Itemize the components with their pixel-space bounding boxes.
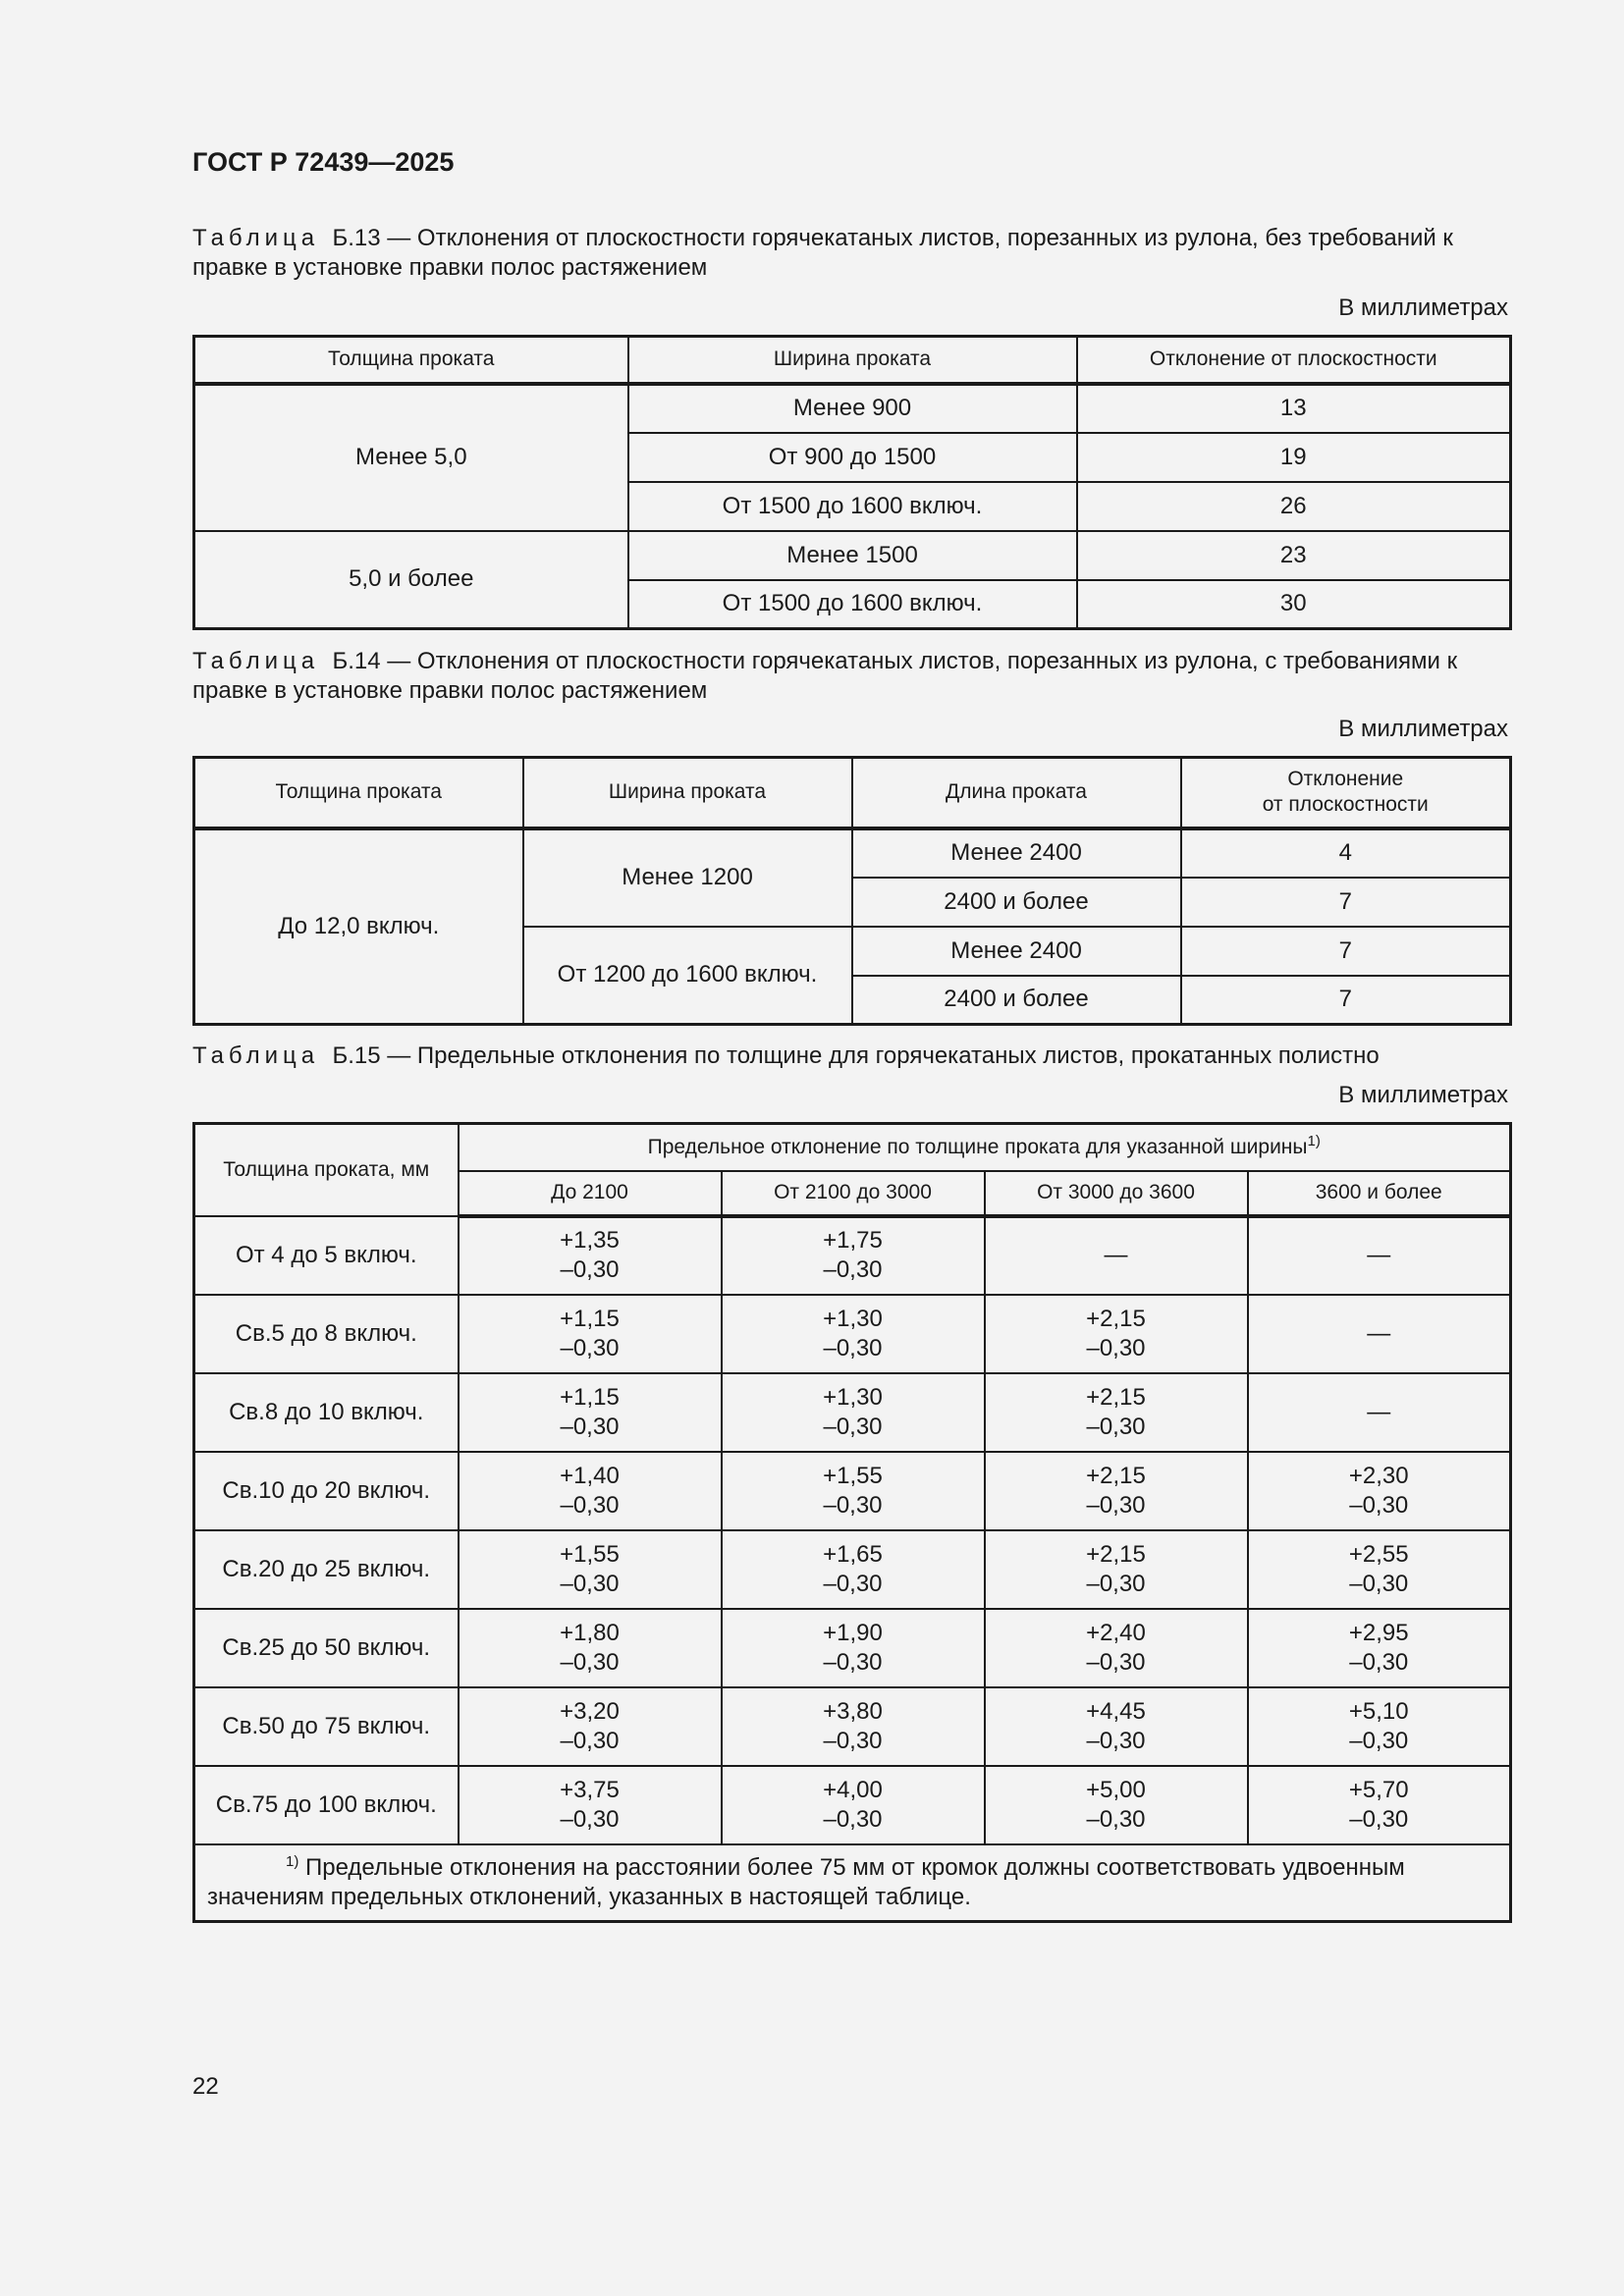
- deviation-cell: [985, 1766, 1248, 1844]
- table-footnote: [194, 1844, 1511, 1922]
- upper-deviation: +1,30: [823, 1305, 883, 1332]
- header-thickness: Толщина проката: [194, 758, 523, 828]
- lower-deviation: –0,30: [1086, 1648, 1146, 1676]
- deviation-cell: [1248, 1216, 1511, 1295]
- deviation-cell: [985, 1216, 1248, 1295]
- upper-deviation: +2,15: [1086, 1305, 1146, 1332]
- lower-deviation: –0,30: [1349, 1491, 1409, 1519]
- thickness-cell: Св.8 до 10 включ.: [194, 1373, 459, 1452]
- thickness-cell: Св.25 до 50 включ.: [194, 1609, 459, 1687]
- lower-deviation: –0,30: [1086, 1727, 1146, 1754]
- deviation-cell: [1248, 1530, 1511, 1609]
- lower-deviation: –0,30: [560, 1805, 620, 1833]
- upper-deviation: +5,00: [1086, 1776, 1146, 1803]
- lower-deviation: –0,30: [560, 1334, 620, 1362]
- thickness-cell: Св.20 до 25 включ.: [194, 1530, 459, 1609]
- header-deviation-line2: от плоскостности: [1262, 793, 1429, 817]
- deviation-cell: [985, 1609, 1248, 1687]
- width-cell: От 1200 до 1600 включ.: [523, 927, 852, 1025]
- deviation-cell: [459, 1216, 722, 1295]
- deviation-cell: [722, 1609, 985, 1687]
- upper-deviation: +2,95: [1348, 1619, 1409, 1646]
- header-length: Длина проката: [852, 758, 1181, 828]
- table-row: [194, 1766, 1511, 1844]
- header-thickness: Толщина проката, мм: [194, 1124, 459, 1216]
- deviation-cell: [985, 1530, 1248, 1609]
- table-b15-caption: [192, 1041, 1508, 1071]
- lower-deviation: –0,30: [560, 1727, 620, 1754]
- width-cell: Менее 900: [628, 384, 1077, 433]
- upper-deviation: +2,40: [1086, 1619, 1146, 1646]
- footnote-text: Предельные отклонения на расстоянии более 75 мм от кромок должны соответствовать удвоенным значениям предельных отклонений, указанных в настоящей таблице.: [207, 1853, 1405, 1910]
- lower-deviation: –0,30: [1349, 1570, 1409, 1597]
- header-width-1: До 2100: [459, 1171, 722, 1216]
- deviation-cell: [722, 1530, 985, 1609]
- width-cell: От 900 до 1500: [628, 433, 1077, 482]
- page-number: 22: [192, 2073, 219, 2100]
- deviation-cell: 26: [1077, 482, 1511, 531]
- deviation-cell: [459, 1609, 722, 1687]
- deviation-cell: [1248, 1295, 1511, 1373]
- lower-deviation: –0,30: [1086, 1491, 1146, 1519]
- header-deviation: Отклонение от плоскостности: [1077, 337, 1511, 384]
- caption-text: Б.15 — Предельные отклонения по толщине для горячекатаных листов, прокатанных полистно: [332, 1042, 1380, 1069]
- deviation-cell: [459, 1766, 722, 1844]
- thickness-cell: Св.5 до 8 включ.: [194, 1295, 459, 1373]
- upper-deviation: +1,55: [560, 1540, 620, 1568]
- header-width-3: От 3000 до 3600: [985, 1171, 1248, 1216]
- thickness-cell: От 4 до 5 включ.: [194, 1216, 459, 1295]
- caption-text: Б.13 — Отклонения от плоскостности горячекатаных листов, порезанных из рулона, без требований к правке в установке правки полос растяжением: [192, 225, 1453, 281]
- deviation-cell: [459, 1452, 722, 1530]
- thickness-cell: До 12,0 включ.: [194, 828, 523, 1025]
- table-b13-units: В миллиметрах: [1338, 294, 1508, 321]
- upper-deviation: +1,15: [560, 1305, 620, 1332]
- header-thickness: Толщина проката: [194, 337, 628, 384]
- lower-deviation: –0,30: [823, 1727, 883, 1754]
- caption-prefix: Таблица: [192, 225, 320, 251]
- lower-deviation: –0,30: [823, 1805, 883, 1833]
- deviation-cell: 7: [1181, 927, 1511, 976]
- upper-deviation: +1,75: [823, 1227, 883, 1254]
- upper-deviation: +2,15: [1086, 1462, 1146, 1489]
- deviation-cell: [985, 1452, 1248, 1530]
- lower-deviation: –0,30: [823, 1648, 883, 1676]
- deviation-cell: [722, 1687, 985, 1766]
- deviation-cell: [459, 1373, 722, 1452]
- length-cell: Менее 2400: [852, 927, 1181, 976]
- thickness-cell: Св.10 до 20 включ.: [194, 1452, 459, 1530]
- document-header: ГОСТ Р 72439—2025: [192, 147, 455, 177]
- deviation-cell: [1248, 1609, 1511, 1687]
- upper-deviation: +1,35: [560, 1227, 620, 1254]
- length-cell: 2400 и более: [852, 976, 1181, 1025]
- table-row: [194, 384, 1511, 433]
- table-b15: [192, 1122, 1512, 1923]
- table-row: [194, 1687, 1511, 1766]
- lower-deviation: –0,30: [1086, 1334, 1146, 1362]
- header-width: Ширина проката: [628, 337, 1077, 384]
- deviation-cell: [722, 1373, 985, 1452]
- deviation-cell: 4: [1181, 828, 1511, 878]
- deviation-cell: [722, 1766, 985, 1844]
- lower-deviation: –0,30: [1086, 1805, 1146, 1833]
- deviation-cell: [1248, 1766, 1511, 1844]
- upper-deviation: +1,55: [823, 1462, 883, 1489]
- thickness-cell: Св.75 до 100 включ.: [194, 1766, 459, 1844]
- deviation-cell: [1248, 1687, 1511, 1766]
- upper-deviation: +3,20: [560, 1697, 620, 1725]
- lower-deviation: –0,30: [823, 1334, 883, 1362]
- deviation-cell: 19: [1077, 433, 1511, 482]
- header-width: Ширина проката: [523, 758, 852, 828]
- width-cell: От 1500 до 1600 включ.: [628, 482, 1077, 531]
- header-width-4: 3600 и более: [1248, 1171, 1511, 1216]
- deviation-cell: [985, 1687, 1248, 1766]
- table-row: [194, 1373, 1511, 1452]
- lower-deviation: –0,30: [1349, 1727, 1409, 1754]
- lower-deviation: –0,30: [823, 1491, 883, 1519]
- header-group-text: Предельное отклонение по толщине проката для указанной ширины: [647, 1135, 1308, 1158]
- header-width-2: От 2100 до 3000: [722, 1171, 985, 1216]
- lower-deviation: –0,30: [560, 1570, 620, 1597]
- upper-deviation: +1,90: [823, 1619, 883, 1646]
- lower-deviation: –0,30: [1349, 1805, 1409, 1833]
- table-row: [194, 1295, 1511, 1373]
- deviation-cell: 13: [1077, 384, 1511, 433]
- deviation-cell: [985, 1373, 1248, 1452]
- upper-deviation: +2,15: [1086, 1383, 1146, 1411]
- deviation-cell: 30: [1077, 580, 1511, 629]
- caption-prefix: Таблица: [192, 1042, 320, 1069]
- table-row: [194, 1530, 1511, 1609]
- width-cell: Менее 1200: [523, 828, 852, 927]
- deviation-cell: [459, 1295, 722, 1373]
- deviation-cell: [722, 1295, 985, 1373]
- deviation-cell: [1248, 1373, 1511, 1452]
- deviation-cell: [722, 1216, 985, 1295]
- thickness-cell: Св.50 до 75 включ.: [194, 1687, 459, 1766]
- header-deviation: [1181, 758, 1511, 828]
- lower-deviation: –0,30: [560, 1491, 620, 1519]
- lower-deviation: –0,30: [1349, 1648, 1409, 1676]
- upper-deviation: +5,10: [1348, 1697, 1409, 1725]
- deviation-cell: 7: [1181, 976, 1511, 1025]
- caption-text: Б.14 — Отклонения от плоскостности горячекатаных листов, порезанных из рулона, с требованиями к правке в установке правки полос растяжением: [192, 648, 1458, 704]
- table-b13: [192, 335, 1512, 630]
- upper-deviation: +1,30: [823, 1383, 883, 1411]
- deviation-cell: [1248, 1452, 1511, 1530]
- lower-deviation: –0,30: [560, 1413, 620, 1440]
- table-row: [194, 828, 1511, 878]
- table-b15-units: В миллиметрах: [1338, 1082, 1508, 1108]
- deviation-cell: 23: [1077, 531, 1511, 580]
- upper-deviation: +1,15: [560, 1383, 620, 1411]
- upper-deviation: +1,65: [823, 1540, 883, 1568]
- header-deviation-line1: Отклонение: [1287, 768, 1404, 791]
- table-row: [194, 531, 1511, 580]
- lower-deviation: –0,30: [1086, 1570, 1146, 1597]
- upper-deviation: +2,15: [1086, 1540, 1146, 1568]
- lower-deviation: –0,30: [1086, 1413, 1146, 1440]
- upper-deviation: —: [1104, 1242, 1128, 1268]
- table-b14-caption: [192, 647, 1508, 706]
- length-cell: 2400 и более: [852, 878, 1181, 927]
- footnote-ref: 1): [1307, 1132, 1321, 1149]
- table-b14-units: В миллиметрах: [1338, 716, 1508, 742]
- footnote-mark: 1): [286, 1852, 299, 1870]
- upper-deviation: +1,80: [560, 1619, 620, 1646]
- upper-deviation: —: [1367, 1242, 1391, 1268]
- upper-deviation: +5,70: [1348, 1776, 1409, 1803]
- lower-deviation: –0,30: [823, 1413, 883, 1440]
- thickness-cell: Менее 5,0: [194, 384, 628, 531]
- table-row: [194, 1216, 1511, 1295]
- table-row: [194, 1452, 1511, 1530]
- table-row: [194, 1609, 1511, 1687]
- lower-deviation: –0,30: [823, 1256, 883, 1283]
- caption-prefix: Таблица: [192, 648, 320, 674]
- deviation-cell: [459, 1687, 722, 1766]
- lower-deviation: –0,30: [560, 1648, 620, 1676]
- upper-deviation: +2,55: [1348, 1540, 1409, 1568]
- thickness-cell: 5,0 и более: [194, 531, 628, 629]
- lower-deviation: –0,30: [823, 1570, 883, 1597]
- table-b13-caption: [192, 224, 1508, 283]
- lower-deviation: –0,30: [560, 1256, 620, 1283]
- width-cell: Менее 1500: [628, 531, 1077, 580]
- upper-deviation: —: [1367, 1398, 1391, 1425]
- deviation-cell: [459, 1530, 722, 1609]
- header-width-group: [459, 1124, 1511, 1171]
- deviation-cell: [985, 1295, 1248, 1373]
- upper-deviation: +3,75: [560, 1776, 620, 1803]
- upper-deviation: —: [1367, 1319, 1391, 1347]
- length-cell: Менее 2400: [852, 828, 1181, 878]
- upper-deviation: +3,80: [823, 1697, 883, 1725]
- upper-deviation: +1,40: [560, 1462, 620, 1489]
- upper-deviation: +4,45: [1086, 1697, 1146, 1725]
- width-cell: От 1500 до 1600 включ.: [628, 580, 1077, 629]
- deviation-cell: 7: [1181, 878, 1511, 927]
- upper-deviation: +2,30: [1348, 1462, 1409, 1489]
- upper-deviation: +4,00: [823, 1776, 883, 1803]
- deviation-cell: [722, 1452, 985, 1530]
- table-b14: [192, 756, 1512, 1026]
